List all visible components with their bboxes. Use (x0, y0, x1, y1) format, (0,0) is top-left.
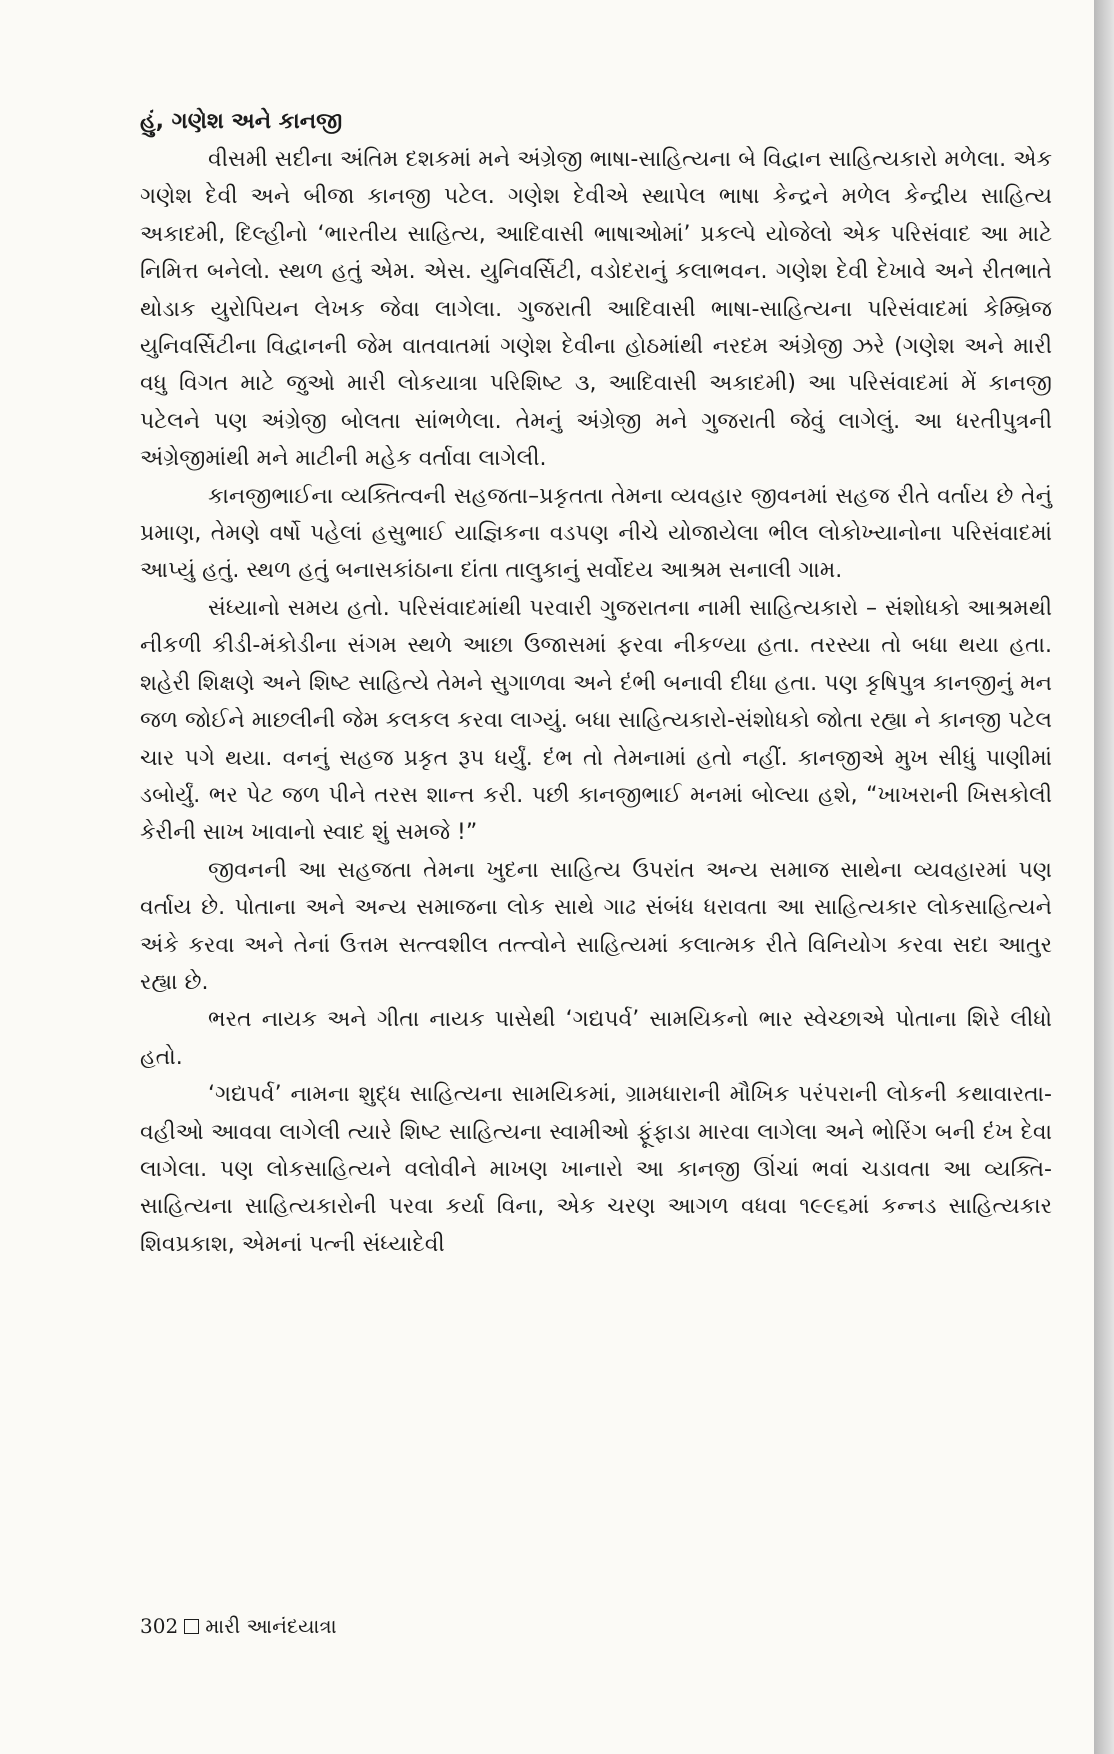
book-title: મારી આનંદયાત્રા (205, 1614, 337, 1638)
paragraph-3: સંધ્યાનો સમય હતો. પરિસંવાદમાંથી પરવારી ગુજરાતના નામી સાહિત્યકારો – સંશોધકો આશ્રમથી નીકળી કીડી-મંકોડીના સંગમ સ્થળે આછા ઉજાસમાં ફરવા નીકળ્યા હતા. તરસ્યા તો બધા થયા હતા. શહેરી શિક્ષણે અને શિષ્ટ સાહિત્યે તેમને સુગાળવા અને દંભી બનાવી દીધા હતા. પણ કૃષિપુત્ર કાનજીનું મન જળ જોઈને માછલીની જેમ કલકલ કરવા લાગ્યું. બધા સાહિત્યકારો-સંશોધકો જોતા રહ્યા ને કાનજી પટેલ ચાર પગે થયા. વનનું સહજ પ્રકૃત રૂપ ધર્યું. દંભ તો તેમનામાં હતો નહીં. કાનજીએ મુખ સીધું પાણીમાં ડબોર્યું. ભર પેટ જળ પીને તરસ શાન્ત કરી. પછી કાનજીભાઈ મનમાં બોલ્યા હશે, “ખાખરાની ખિસકોલી કેરીની સાખ ખાવાનો સ્વાદ શું સમજે !” (140, 595, 1052, 846)
paragraph-5: ભરત નાયક અને ગીતા નાયક પાસેથી ‘ગદ્યપર્વ’ સામયિકનો ભાર સ્વેચ્છાએ પોતાના શિરે લીધો હતો. (140, 1007, 1052, 1070)
paragraph-4: જીવનની આ સહજતા તેમના ખુદના સાહિત્ય ઉપરાંત અન્ય સમાજ સાથેના વ્યવહારમાં પણ વર્તાય છે. પોતાના અને અન્ય સમાજના લોક સાથે ગાઢ સંબંધ ધરાવતા આ સાહિત્યકાર લોકસાહિત્યને અંકે કરવા અને તેનાં ઉત્તમ સત્ત્વશીલ તત્ત્વોને સાહિત્યમાં કલાત્મક રીતે વિનિયોગ કરવા સદા આતુર રહ્યા છે. (140, 857, 1052, 995)
page-body (140, 105, 1052, 1263)
square-separator-icon (184, 1619, 199, 1634)
paragraph-1: વીસમી સદીના અંતિમ દશકમાં મને અંગ્રેજી ભાષા-સાહિત્યના બે વિદ્વાન સાહિત્યકારો મળેલા. એક ગણેશ દેવી અને બીજા કાનજી પટેલ. ગણેશ દેવીએ સ્થાપેલ ભાષા કેન્દ્રને મળેલ કેન્દ્રીય સાહિત્ય અકાદમી, દિલ્હીનો ‘ભારતીય સાહિત્ય, આદિવાસી ભાષાઓમાં’ પ્રકલ્પે યોજેલો એક પરિસંવાદ આ માટે નિમિત્ત બનેલો. સ્થળ હતું એમ. એસ. યુનિવર્સિટી, વડોદરાનું કલાભવન. ગણેશ દેવી દેખાવે અને રીતભાતે થોડાક યુરોપિયન લેખક જેવા લાગેલા. ગુજરાતી આદિવાસી ભાષા-સાહિત્યના પરિસંવાદમાં કેમ્બ્રિજ યુનિવર્સિટીના વિદ્વાનની જેમ વાતવાતમાં ગણેશ દેવીના હોઠમાંથી નરદમ અંગ્રેજી ઝરે (ગણેશ અને મારી વધુ વિગત માટે જુઓ મારી લોકયાત્રા પરિશિષ્ટ ૩, આદિવાસી અકાદમી) આ પરિસંવાદમાં મેં કાનજી પટેલને પણ અંગ્રેજી બોલતા સાંભળેલા. તેમનું અંગ્રેજી મને ગુજરાતી જેવું લાગેલું. આ ધરતીપુત્રની અંગ્રેજીમાંથી મને માટીની મહેક વર્તાવા લાગેલી. (140, 147, 1052, 472)
section-heading: હું, ગણેશ અને કાનજી (140, 109, 343, 134)
paragraph-6: ‘ગદ્યપર્વ’ નામના શુદ્ધ સાહિત્યના સામયિકમાં, ગ્રામધારાની મૌખિક પરંપરાની લોકની કથાવારતા-વહીઓ આવવા લાગેલી ત્યારે શિષ્ટ સાહિત્યના સ્વામીઓ ફૂંફાડા મારવા લાગેલા અને ભોરિંગ બની દંખ દેવા લાગેલા. પણ લોકસાહિત્યને વલોવીને માખણ ખાનારો આ કાનજી ઊંચાં ભવાં ચડાવતા આ વ્યક્તિ-સાહિત્યના સાહિત્યકારોની પરવા કર્યા વિના, એક ચરણ આગળ વધવા ૧૯૯૬માં કન્નડ સાહિત્યકાર શિવપ્રકાશ, એમનાં પત્ની સંધ્યાદેવી (140, 1082, 1052, 1257)
page-number: 302 (140, 1614, 179, 1638)
page-edge (1094, 0, 1114, 1754)
paragraph-2: કાનજીભાઈના વ્યક્તિત્વની સહજતા–પ્રકૃતતા તેમના વ્યવહાર જીવનમાં સહજ રીતે વર્તાય છે તેનું પ્રમાણ, તેમણે વર્ષો પહેલાં હસુભાઈ યાજ્ઞિકના વડપણ નીચે યોજાયેલા ભીલ લોકોખ્યાનોના પરિસંવાદમાં આપ્યું હતું. સ્થળ હતું બનાસકાંઠાના દાંતા તાલુકાનું સર્વોદય આશ્રમ સનાલી ગામ. (140, 483, 1052, 584)
page-footer (140, 1614, 337, 1638)
